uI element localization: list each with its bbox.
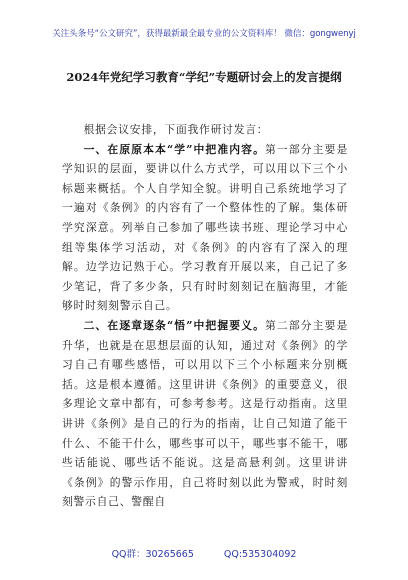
intro-paragraph: 根据会议安排，下面我作研讨发言： xyxy=(83,123,269,136)
section-paragraph-2 xyxy=(62,316,348,512)
qq-group-number: QQ群：30265665 xyxy=(111,549,194,560)
document-title: 2024年党纪学习教育“学纪”专题研讨会上的发言提纲 xyxy=(66,70,342,84)
qq-number: QQ:535304092 xyxy=(223,549,297,560)
document-body xyxy=(62,120,348,512)
section-heading-1: 一、在原原本本“学”中把准内容。 xyxy=(83,142,265,156)
section-heading-2: 二、在逐章逐条“悟”中把握要义。 xyxy=(83,318,265,332)
section-paragraph-1 xyxy=(62,140,348,316)
section-body-2: 第二部分主要是升华，也就是在思想层面的认知，通过对《条例》的学习自己有哪些感悟，可以用以下三个小标题来分别概括。这是根本遵循。这里讲讲《条例》的重要意义，很多理论文章中都有，可参考参考。这是行动指南。这里讲讲《条例》是自己的行为的指南，让自己知道了能干什么、不能干什么，哪些事可以干，哪些事不能干，哪些话能说、哪些话不能说。这是高悬利剑。这里讲讲《条例》的警示作用，自己将时刻以此为警戒，时时刻刻警示自己、警醒自 xyxy=(62,318,349,509)
top-banner: 关注头条号“公文研究”，获得最新最全最专业的公文资料库！ 微信：gongwenyj xyxy=(52,29,356,39)
section-body-1: 第一部分主要是学知识的层面，要讲以什么方式学，可以用以下三个小标题来概括。个人自学知全貌。讲明自己系统地学习了一遍对《条例》的内容有了一个整体性的了解。集体研学究深意。列举自己参加了哪些读书班、理论学习中心组等集体学习活动，对《条例》的内容有了深入的理解。边学边记熟于心。学习教育开展以来，自己记了多少笔记，背了多少条，只有时时刻刻记在脑海里，才能够时时刻刻警示自己。 xyxy=(62,142,349,313)
bottom-banner xyxy=(0,546,408,560)
